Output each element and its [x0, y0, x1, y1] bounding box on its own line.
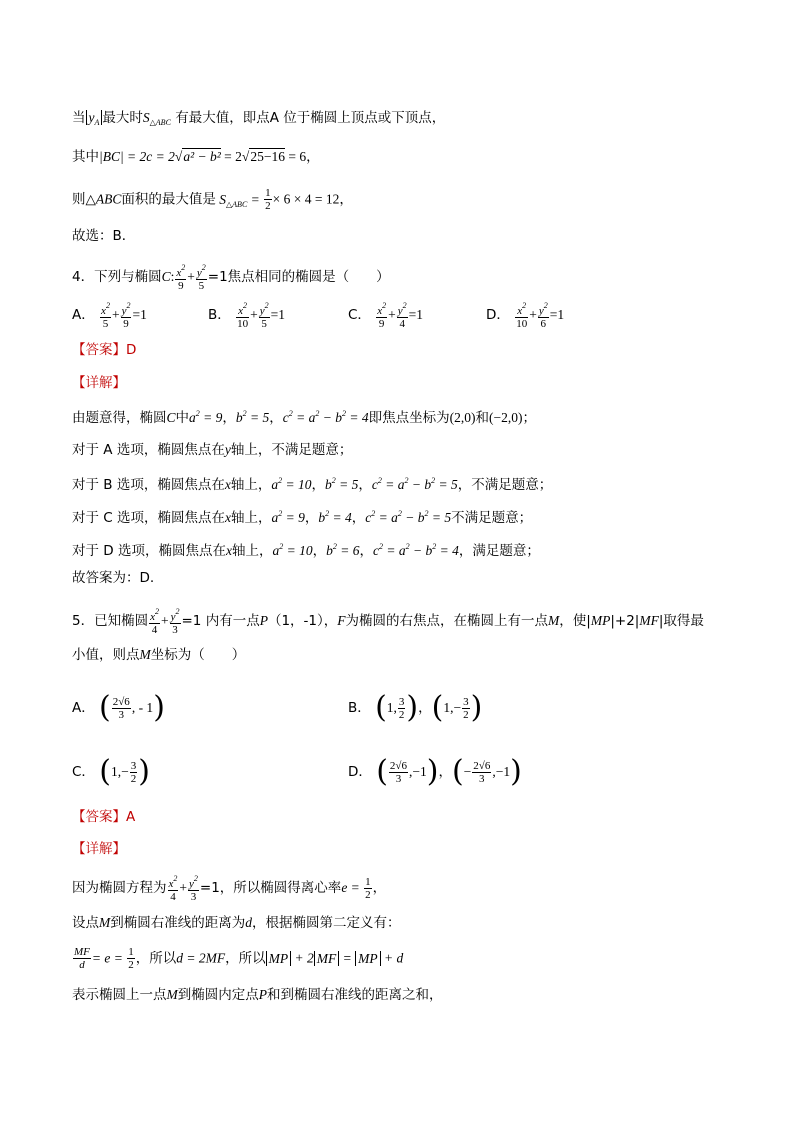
detail-4-line-5: 对于 D 选项，椭圆焦点在x轴上，$a^2 = 10$，$b^2 = 6$，$c^2 = a^2 - b^2 = 4$，满足题意； — [72, 542, 540, 559]
option-b[interactable]: B． $\frac{x^2}{10}$ + $\frac{y^2}{5}$ =1 — [208, 301, 285, 330]
option-5d[interactable]: D． ( $\frac{2√6}{3}$ ,−1)，(− $\frac{2√6}{3}$ ,−1) — [348, 754, 522, 789]
option-a[interactable]: A． $\frac{x^2}{5}$ + $\frac{y^2}{9}$ =1 — [72, 301, 147, 330]
option-c[interactable]: C． $\frac{x^2}{9}$ + $\frac{y^2}{4}$ =1 — [348, 301, 424, 330]
detail-4-line-1: 由题意得，椭圆C中$a^2 = 9$，$b^2 = 5$，$c^2 = a^2 - b^2 = 4$即焦点坐标为(2,0)和(−2,0)； — [72, 409, 536, 426]
question-5-line-2: 小值，则点M坐标为（ ） — [72, 647, 246, 663]
detail-5-line-2: 设点M到椭圆右准线的距离为d，根据椭圆第二定义有： — [72, 915, 401, 931]
question-4: 4．下列与椭圆C: $\frac{x^2}{9}$ + $\frac{y^2}{5}$ =1焦点相同的椭圆是（ ） — [72, 263, 390, 292]
option-5c[interactable]: C． (1,− $\frac{3}{2}$ ) — [72, 754, 150, 789]
detail-4-line-3: 对于 B 选项，椭圆焦点在x轴上，$a^2 = 10$，$b^2 = 5$，$c^2 = a^2 - b^2 = 5$，不满足题意； — [72, 476, 553, 493]
detail-5-line-3: $\frac{MF}{d}$ = e = $\frac{1}{2}$ ，所以d = 2MF，所以 MP + 2 MF = MP + d — [74, 946, 404, 971]
solution-conclusion: 故选：B． — [72, 228, 136, 244]
detail-5-heading: 【详解】 — [72, 841, 126, 857]
answer-5: 【答案】A — [72, 809, 136, 825]
answer-4: 【答案】D — [72, 342, 137, 358]
detail-4-conclusion: 故答案为：D. — [72, 570, 155, 586]
option-5b[interactable]: B． (1, $\frac{3}{2}$ )，(1,− $\frac{3}{2}$ ) — [348, 690, 483, 725]
option-d[interactable]: D． $\frac{x^2}{10}$ + $\frac{y^2}{6}$ =1 — [486, 301, 565, 330]
option-5a[interactable]: A． ( $\frac{2√6}{3}$ , - 1) — [72, 690, 165, 725]
detail-4-line-4: 对于 C 选项，椭圆焦点在x轴上，$a^2 = 9$，$b^2 = 4$，$c^2 = a^2 - b^2 = 5$不满足题意； — [72, 509, 533, 526]
detail-4-heading: 【详解】 — [72, 375, 126, 391]
detail-5-line-4: 表示椭圆上一点M到椭圆内定点P和到椭圆右准线的距离之和， — [72, 987, 443, 1003]
detail-4-line-2: 对于 A 选项，椭圆焦点在y轴上，不满足题意； — [72, 442, 353, 458]
question-5: 5．已知椭圆 $\frac{x^2}{4}$ + $\frac{y^2}{3}$ =1 内有一点P（1，-1），F为椭圆的右焦点，在椭圆上有一点M，使|MP|+2|MF|取得最 — [72, 607, 704, 636]
solution-line-1: 当 $y_A$ 最大时$S_{\triangle ABC}$ 有最大值，即点A 位于椭圆上顶点或下顶点， — [72, 110, 446, 127]
solution-line-3: 则△ABC面积的最大值是 $S_{\triangle ABC}$ = $\frac{1}{2}$ × 6 × 4 = 12， — [72, 187, 353, 212]
detail-5-line-1: 因为椭圆方程为 $\frac{x^2}{4}$ + $\frac{y^2}{3}$ =1，所以椭圆得离心率e = $\frac{1}{2}$ ， — [72, 874, 387, 903]
solution-line-2: 其中|BC| = 2c = 2√a² − b² = 2√25−16 = 6， — [72, 149, 320, 165]
